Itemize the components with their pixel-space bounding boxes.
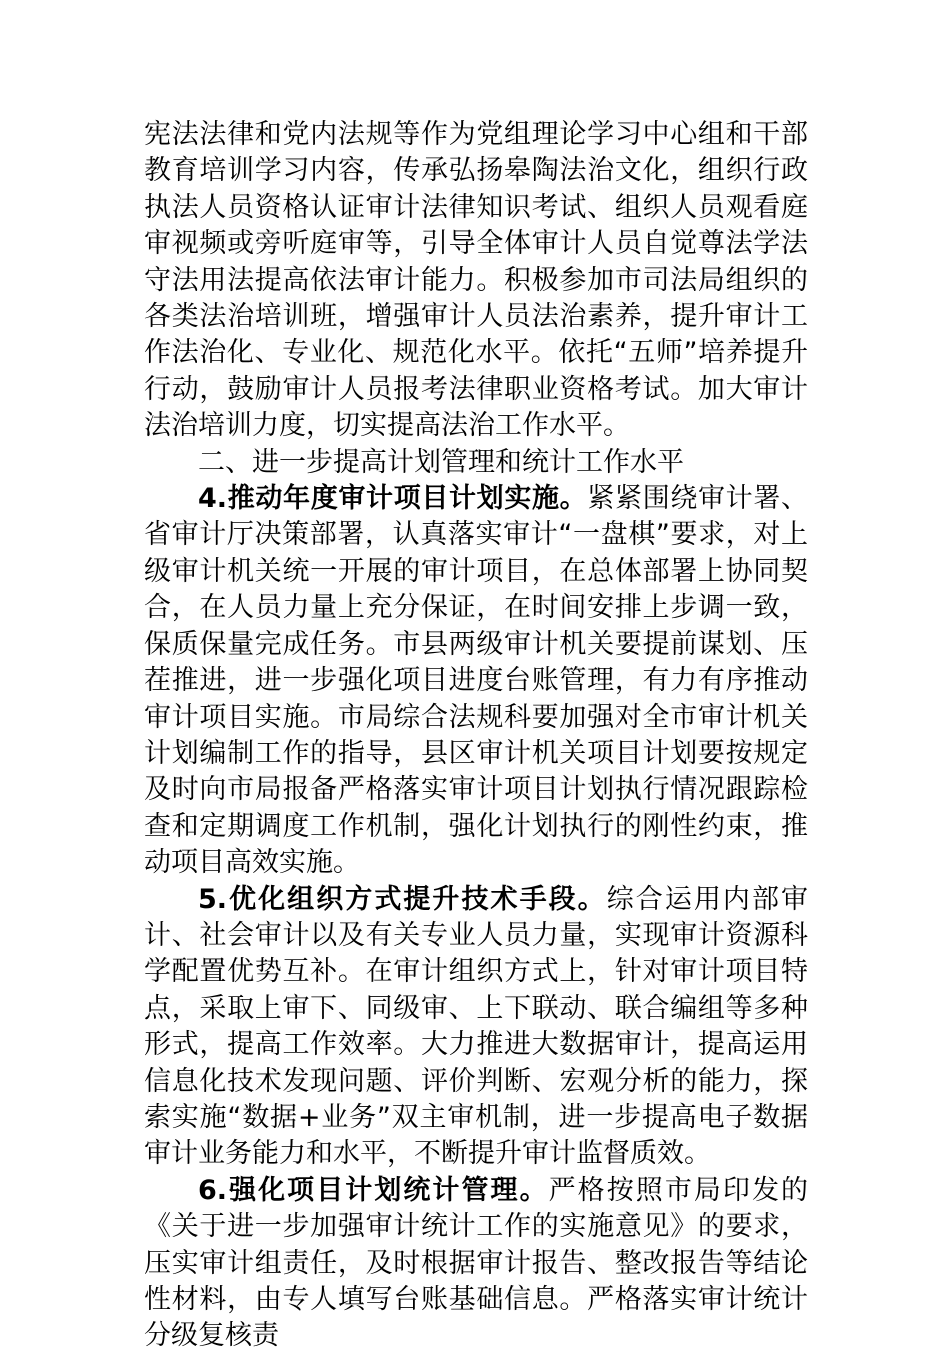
- section-heading-2: [144, 445, 808, 481]
- paragraph-text: 宪法法律和党内法规等作为党组理论学习中心组和干部教育培训学习内容，传承弘扬皋陶法治文化，组织行政执法人员资格认证审计法律知识考试、组织人员观看庭审视频或旁听庭审等，引导全体审计人员自觉尊法学法守法用法提高依法审计能力。积极参加市司法局组织的各类法治培训班，增强审计人员法治素养，提升审计工作法治化、专业化、规范化水平。依托“五师”培养提升行动，鼓励审计人员报考法律职业资格考试。加大审计法治培训力度，切实提高法治工作水平。: [144, 119, 808, 442]
- body-paragraph-item-6: [144, 1173, 808, 1355]
- section-heading-text: 二、进一步提高计划管理和统计工作水平: [198, 446, 684, 478]
- body-paragraph-item-4: [144, 481, 808, 881]
- document-page: [144, 117, 808, 1355]
- paragraph-text: 综合运用内部审计、社会审计以及有关专业人员力量，实现审计资源科学配置优势互补。在审计组织方式上，针对审计项目特点，采取上审下、同级审、上下联动、联合编组等多种形式，提高工作效率。大力推进大数据审计，提高运用信息化技术发现问题、评价判断、宏观分析的能力，探索实施“数据+业务”双主审机制，进一步提高电子数据审计业务能力和水平，不断提升审计监督质效。: [144, 883, 809, 1170]
- body-paragraph-1: [144, 117, 808, 445]
- item-heading: 4.推动年度审计项目计划实施。: [198, 483, 588, 515]
- body-paragraph-item-5: [144, 882, 808, 1173]
- item-heading: 5.优化组织方式提升技术手段。: [198, 883, 607, 915]
- item-heading: 6.强化项目计划统计管理。: [198, 1174, 549, 1206]
- paragraph-text: 紧紧围绕审计署、省审计厅决策部署，认真落实审计“一盘棋”要求，对上级审计机关统一开展的审计项目，在总体部署上协同契合，在人员力量上充分保证，在时间安排上步调一致，保质保量完成任务。市县两级审计机关要提前谋划、压茬推进，进一步强化项目进度台账管理，有力有序推动审计项目实施。市局综合法规科要加强对全市审计机关计划编制工作的指导，县区审计机关项目计划要按规定及时向市局报备严格落实审计项目计划执行情况跟踪检查和定期调度工作机制，强化计划执行的刚性约束，推动项目高效实施。: [144, 483, 809, 879]
- paragraph-text: 严格按照市局印发的《关于进一步加强审计统计工作的实施意见》的要求，压实审计组责任，及时根据审计报告、整改报告等结论性材料，由专人填写台账基础信息。严格落实审计统计分级复核责: [144, 1174, 809, 1352]
